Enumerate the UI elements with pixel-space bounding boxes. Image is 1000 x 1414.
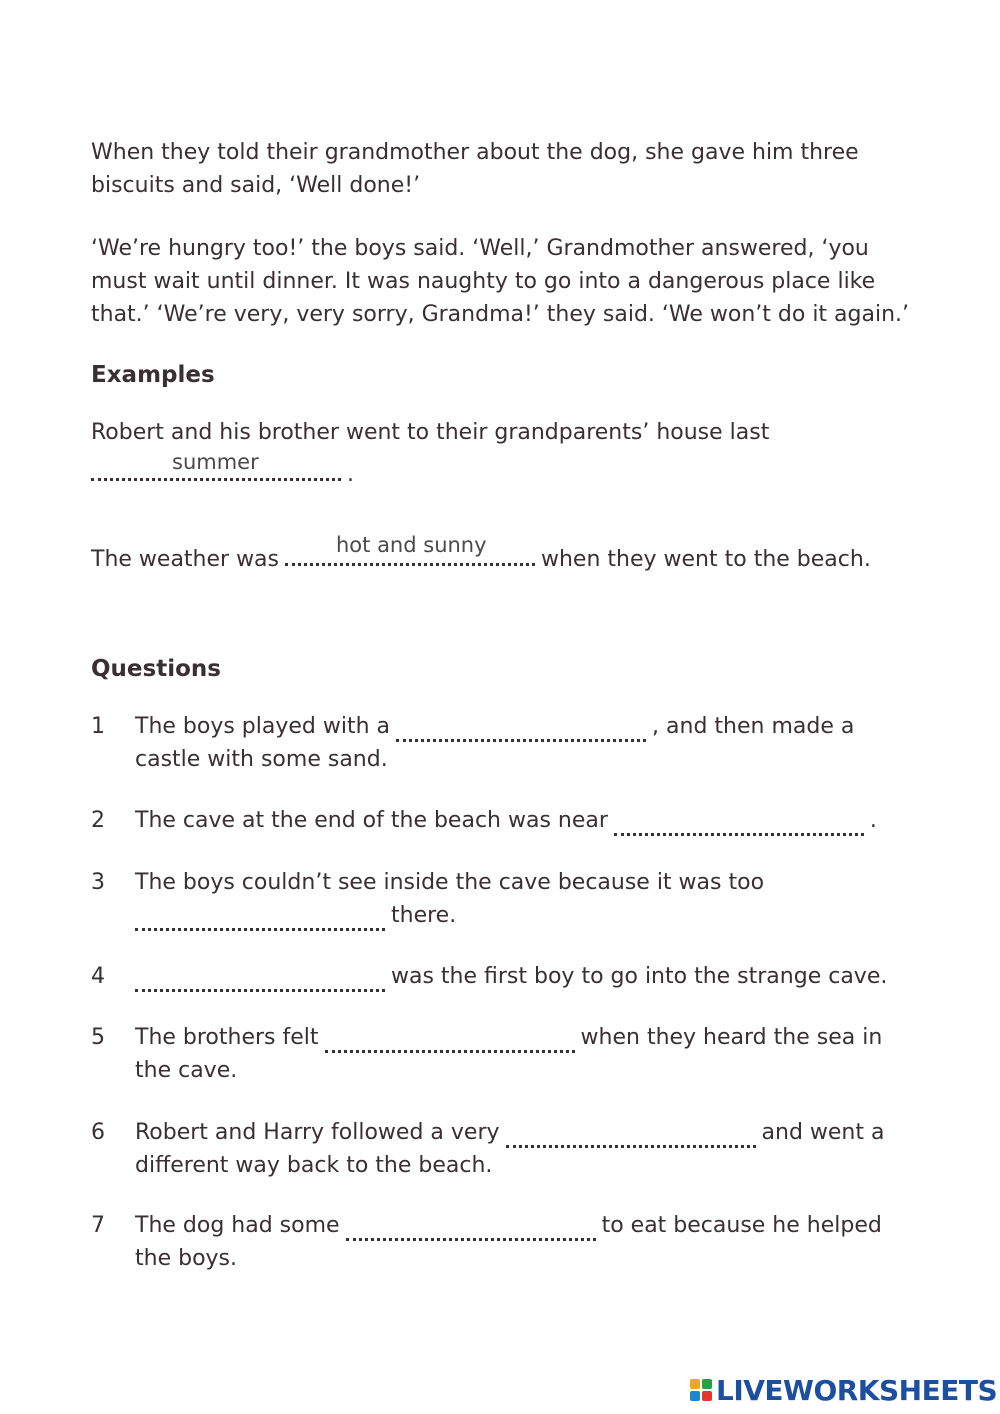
story-paragraph-1-line-2: biscuits and said, ‘Well done!’ [91, 173, 421, 198]
liveworksheets-logo [690, 1372, 997, 1408]
question-4-line [135, 960, 887, 993]
question-3-line-2 [135, 899, 456, 932]
example-2-answer: hot and sunny [336, 533, 487, 557]
question-5-line-2: the cave. [135, 1058, 238, 1083]
questions-heading: Questions [91, 656, 221, 682]
story-paragraph-1-line-1: When they told their grandmother about the dog, she gave him three [91, 140, 859, 165]
liveworksheets-logo-icon [690, 1379, 712, 1401]
question-2-answer-input[interactable] [614, 807, 864, 836]
question-5-before: The brothers felt [135, 1025, 319, 1050]
question-5-after: when they heard the sea in [580, 1025, 883, 1050]
question-1-answer-input[interactable] [396, 713, 646, 742]
question-2-line [135, 804, 877, 837]
question-3-line-1: The boys couldn’t see inside the cave because it was too [135, 870, 765, 895]
question-1-after: , and then made a [652, 714, 855, 739]
question-4-number: 4 [91, 964, 105, 989]
example-1-answer: summer [172, 450, 259, 474]
example-1-text: Robert and his brother went to their grandparents’ house last [91, 420, 770, 445]
story-paragraph-2-line-3: that.’ ‘We’re very, very sorry, Grandma!’ they said. ‘We won’t do it again.’ [91, 302, 910, 327]
question-1-number: 1 [91, 714, 105, 739]
question-6-answer-input[interactable] [506, 1119, 756, 1148]
question-6-before: Robert and Harry followed a very [135, 1120, 500, 1145]
example-2-after: when they went to the beach. [541, 547, 871, 572]
question-6-number: 6 [91, 1120, 105, 1145]
question-7-before: The dog had some [135, 1213, 340, 1238]
question-1-before: The boys played with a [135, 714, 391, 739]
question-1-line [135, 710, 854, 743]
liveworksheets-logo-text: LIVEWORKSHEETS [716, 1373, 998, 1407]
story-paragraph-2-line-1: ‘We’re hungry too!’ the boys said. ‘Well,’ Grandmother answered, ‘you [91, 236, 869, 261]
question-6-line [135, 1116, 884, 1149]
question-4-answer-input[interactable] [135, 963, 385, 992]
question-7-answer-input[interactable] [346, 1212, 596, 1241]
question-2-before: The cave at the end of the beach was near [135, 808, 608, 833]
question-6-line-2: different way back to the beach. [135, 1153, 493, 1178]
story-paragraph-2-line-2: must wait until dinner. It was naughty to go into a dangerous place like [91, 269, 876, 294]
question-3-number: 3 [91, 870, 105, 895]
question-7-line [135, 1209, 882, 1242]
question-2-after: . [869, 808, 877, 833]
question-2-number: 2 [91, 808, 105, 833]
example-2-before: The weather was [91, 547, 279, 572]
question-5-line [135, 1021, 882, 1054]
question-5-number: 5 [91, 1025, 105, 1050]
question-6-after: and went a [761, 1120, 885, 1145]
examples-heading: Examples [91, 362, 215, 388]
question-7-line-2: the boys. [135, 1246, 237, 1271]
question-5-answer-input[interactable] [325, 1024, 575, 1053]
question-7-number: 7 [91, 1213, 105, 1238]
question-3-answer-input[interactable] [135, 902, 385, 931]
question-3-after: there. [391, 903, 457, 928]
question-7-after: to eat because he helped [601, 1213, 882, 1238]
example-1-end: . [347, 462, 354, 487]
question-1-line-2: castle with some sand. [135, 747, 388, 772]
question-4-after: was the first boy to go into the strange cave. [391, 964, 888, 989]
